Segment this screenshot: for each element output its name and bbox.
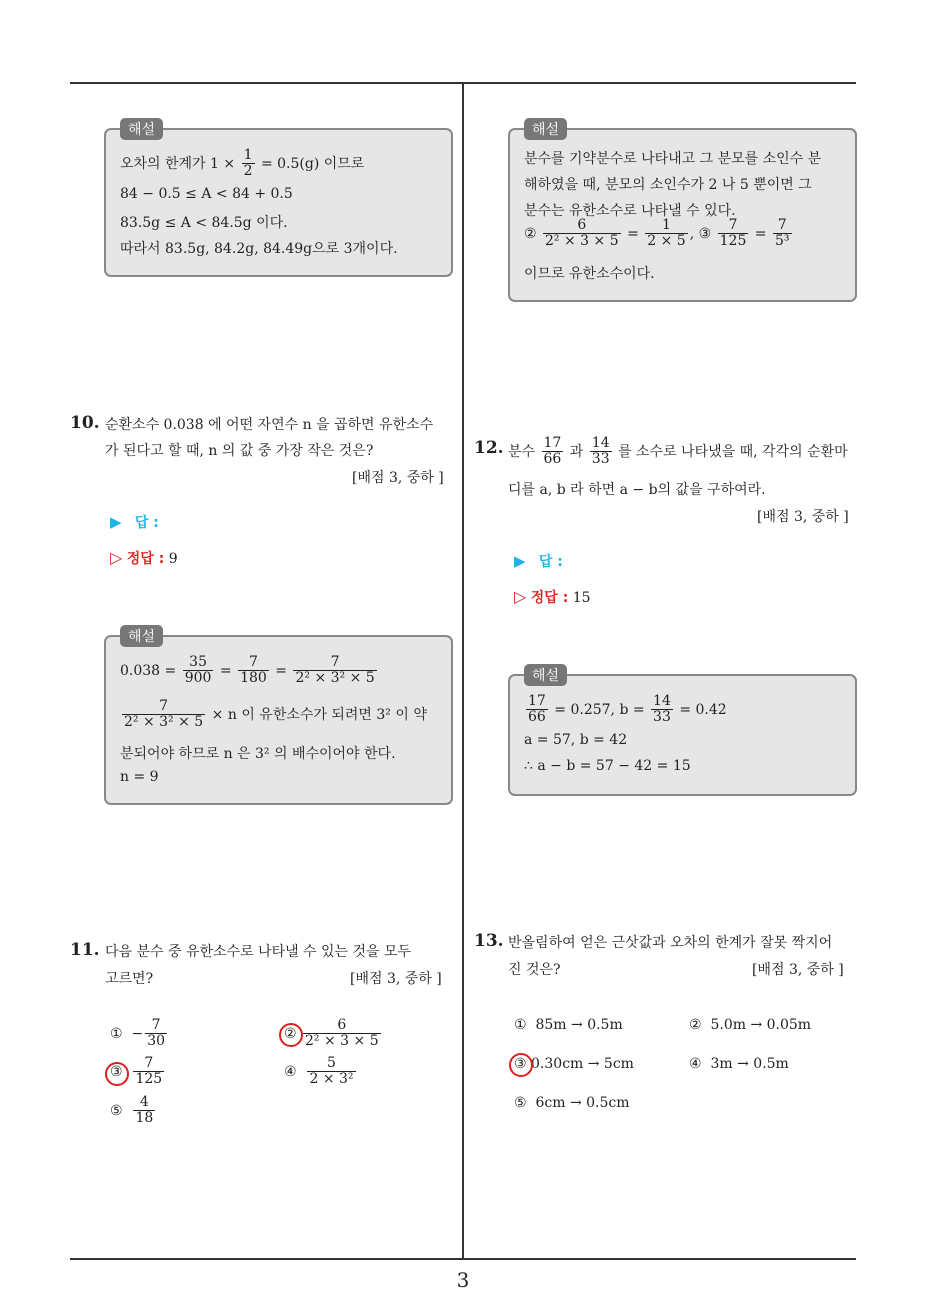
selected-circle-mark [105,1062,129,1086]
q11-text-line1: 다음 분수 중 유한소수로 나타낼 수 있는 것을 모두 [105,944,412,960]
column-divider [462,84,464,1258]
q11-option-4[interactable]: ④ $\frac{5}{\text{2 × 3²}}$ [284,1055,354,1088]
play-arrow-icon: ▶ [514,552,526,570]
q9-sol-line2: 84 − 0.5 ≤ A < 84 + 0.5 [120,186,293,202]
selected-circle-mark [509,1053,533,1077]
bottom-rule [70,1258,856,1260]
q9-sol-line4: 따라서 83.5g, 84.2g, 84.49g으로 3개이다. [120,241,398,257]
q10-answer-value: 9 [168,551,178,567]
q13-option-1[interactable]: ① 85m → 0.5m [514,1017,623,1033]
q11-option-2[interactable]: ② $\frac{6}{\text{2² × 3 × 5}}$ [284,1017,379,1050]
q12-answer-value: 15 [572,590,591,606]
q11-option-5[interactable]: ⑤ $\frac{4}{18}$ [110,1094,154,1127]
q12-answer-row[interactable]: ▶ 답 : [514,552,563,570]
q11-sol-line3: 분수는 유한소수로 나타낼 수 있다. [524,203,736,219]
q13-option-4[interactable]: ④ 3m → 0.5m [689,1056,789,1072]
q9-sol-line1: 오차의 한계가 1 × $\frac{1}{2}$ = 0.5(g) 이므로 [120,147,365,180]
q10-text-line1: 순환소수 0.038̇ 에 어떤 자연수 n 을 곱하면 유한소수 [105,417,434,433]
q13-option-3[interactable]: ③ 0.30cm → 5cm [514,1056,634,1072]
solution-tag: 해설 [120,625,163,647]
q10-solution-box [104,629,453,805]
q10-number: 10. [70,413,100,433]
q10-sol-line4: n = 9 [120,769,159,785]
q13-number: 13. [474,931,504,951]
solution-tag: 해설 [524,118,567,140]
q11-number: 11. [70,940,100,960]
q11-option-1[interactable]: ① − $\frac{7}{30}$ [110,1017,166,1050]
q10-sol-line2: $\frac{7}{\text{2² × 3² × 5}}$ × n 이 유한소수가 되려면 3² 이 약 [124,698,427,731]
q9-solution-box [104,122,453,277]
q10-text-line2: 가 된다고 할 때, n 의 값 중 가장 작은 것은? [105,443,374,459]
q12-text-line2: 디를 a, b 라 하면 a − b의 값을 구하여라. [508,482,766,498]
q13-text-line2: 진 것은? [508,962,561,978]
q12-text-line1: 분수 $\frac{17}{66}$ 과 $\frac{14}{33}$ 를 소수로 나타냈을 때, 각각의 순환마 [508,435,848,468]
q11-sol-line5: 이므로 유한소수이다. [524,266,655,282]
q9-sol-line3: 83.5g ≤ A < 84.5g 이다. [120,215,288,231]
q10-correct-row: ▷ 정답 : 9 [110,548,178,567]
q13-score: [배점 3, 중하 ] [752,962,844,978]
q11-option-3[interactable]: ③ $\frac{7}{125}$ [110,1055,163,1088]
q12-sol-line3: ∴ a − b = 57 − 42 = 15 [524,758,691,774]
q13-option-5[interactable]: ⑤ 6cm → 0.5cm [514,1095,630,1111]
q11-solution-box [508,122,857,302]
selected-circle-mark [279,1023,303,1047]
q10-sol-line3: 분되어야 하므로 n 은 3² 의 배수이어야 한다. [120,746,396,762]
triangle-outline-icon: ▷ [110,548,123,567]
q12-solution-box [508,668,857,796]
q11-text-line2: 고르면? [105,971,154,987]
q13-text-line1: 반올림하여 얻은 근삿값과 오차의 한계가 잘못 짝지어 [508,935,833,951]
q10-answer-row[interactable]: ▶ 답 : [110,513,159,531]
q13-option-2[interactable]: ② 5.0m → 0.05m [689,1017,812,1033]
q10-score: [배점 3, 중하 ] [352,470,444,486]
play-arrow-icon: ▶ [110,513,122,531]
triangle-outline-icon: ▷ [514,587,527,606]
page-number: 3 [456,1268,470,1292]
q12-correct-row: ▷ 정답 : 15 [514,587,591,606]
q11-score: [배점 3, 중하 ] [350,971,442,987]
q12-score: [배점 3, 중하 ] [757,509,849,525]
q12-number: 12. [474,438,504,458]
q11-sol-line2: 해하였을 때, 분모의 소인수가 2 나 5 뿐이면 그 [524,177,812,193]
q11-sol-line4: ② $\frac{6}{\text{2² × 3 × 5}}$ = $\frac{1}{2 \times 5}$ , ③ $\frac{7}{125}$ = $\frac{7}{\text{5³}}$ [524,217,790,250]
solution-tag: 해설 [120,118,163,140]
solution-tag: 해설 [524,664,567,686]
q10-sol-line1: 0.038̇ = $\frac{35}{900}$ = $\frac{7}{180}$ = $\frac{7}{\text{2² × 3² × 5}}$ [120,654,375,687]
q12-sol-line1: $\frac{17}{66}$ = 0.25̇7̇, b = $\frac{14}{33}$ = 0.4̇2̇ [528,693,727,726]
q12-sol-line2: a = 57, b = 42 [524,732,628,748]
q11-sol-line1: 분수를 기약분수로 나타내고 그 분모를 소인수 분 [524,151,822,167]
